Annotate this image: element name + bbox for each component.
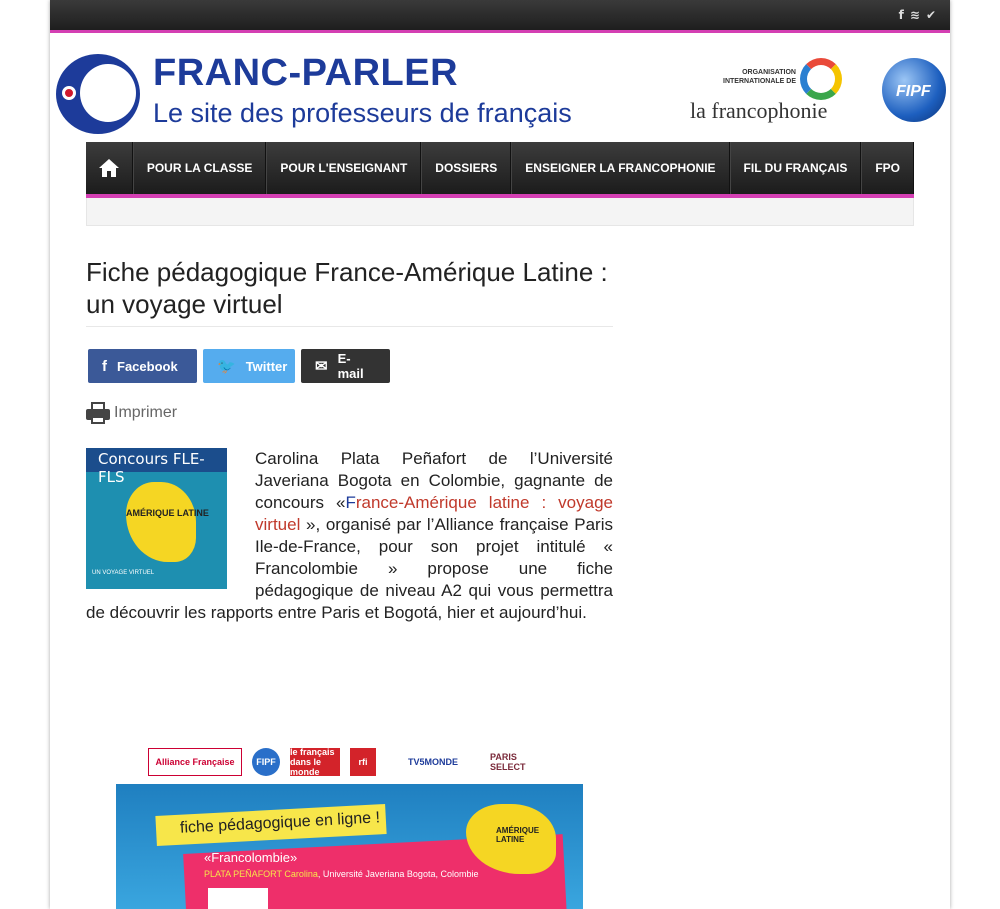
site-header [50,36,950,141]
article-title: Fiche pédagogique France-Amérique Latine : un voyage virtuel [86,256,613,327]
nav-item-pour-la-classe[interactable]: POUR LA CLASSE [133,142,267,194]
top-bar [50,0,950,33]
thumb-map-text: AMÉRIQUE LATINE [126,508,209,518]
facebook-icon: f [102,357,107,375]
envelope-icon: ✉ [315,358,328,375]
oif-logo[interactable] [688,58,848,130]
contest-link[interactable]: France-Amérique latine : voyage virtuel [255,493,613,534]
poster-body [116,784,583,909]
poster-author: PLATA PEÑAFORT Carolina, Université Javeriana Bogota, Colombie [204,869,479,879]
rfi-logo: rfi [350,748,376,776]
email-share-button[interactable] [301,349,390,383]
share-buttons [88,349,390,383]
facebook-share-button[interactable] [88,349,197,383]
oif-name: la francophonie [690,98,828,123]
print-link[interactable] [86,402,177,424]
fdlm-logo: le français dans le monde [290,748,340,776]
twitter-bird-icon: 🐦 [217,358,236,375]
alliance-francaise-logo: Alliance Française [148,748,242,776]
author-photo [208,888,268,909]
social-links [899,8,936,22]
facebook-share-label: Facebook [117,358,178,374]
facebook-icon[interactable]: f [898,8,904,22]
thumb-footer: UN VOYAGE VIRTUEL [92,570,155,576]
nav-item-dossiers[interactable]: DOSSIERS [421,142,511,194]
oif-ring-icon [800,58,842,100]
poster-map: AMÉRIQUE LATINE [466,804,556,874]
paris-select-logo: PARIS SELECT [490,752,526,772]
article [86,256,613,879]
partner-logos [148,748,540,776]
thumb-header: Concours FLE-FLS [86,448,227,472]
printer-icon [86,402,110,424]
twitter-share-button[interactable] [203,349,295,383]
nav-item-fil-du-francais[interactable]: FIL DU FRANÇAIS [730,142,862,194]
rss-icon[interactable]: ≋ [909,8,920,22]
nav-item-enseigner-la-francophonie[interactable]: ENSEIGNER LA FRANCOPHONIE [511,142,729,194]
nav-item-fpo[interactable]: FPO [861,142,914,194]
site-title[interactable]: FRANC-PARLER [153,52,459,94]
poster-banner: fiche pédagogique en ligne ! [155,804,386,846]
site-subtitle: Le site des professeurs de français [153,98,572,128]
tv5monde-logo: TV5MONDE [407,757,458,767]
oif-label: ORGANISATION INTERNATIONALE DE [723,69,796,85]
print-label: Imprimer [114,404,178,421]
fipf-label: FIPF [896,83,931,100]
main-nav [86,142,914,198]
fipf-small-logo: FIPF [252,748,280,776]
contest-thumbnail-image[interactable] [86,448,227,589]
home-icon[interactable] [86,142,133,194]
twitter-icon[interactable]: ✔ [925,8,936,22]
page-container [50,0,950,909]
article-text-intro: Carolina Plata Peñafort de l’Université Javeriana Bogota en Colombie, gagnante de concours « [255,449,613,512]
map-shape [126,482,196,562]
sub-nav-bar [86,198,914,226]
email-share-label: E-mail [337,351,364,381]
twitter-share-label: Twitter [245,358,288,374]
poster-project: «Francolombie» [204,850,298,865]
contest-poster-image[interactable] [116,740,586,909]
site-logo[interactable] [56,54,140,134]
nav-item-pour-l-enseignant[interactable]: POUR L'ENSEIGNANT [266,142,421,194]
fipf-logo[interactable] [882,58,946,122]
article-text-rest: », organisé par l’Alliance française Paris Ile-de-France, pour son projet intitulé « Francolombie » propose une fiche pédagogique de niveau A2 qui vous permettra de découvrir les rapports entre Paris et Bogotá, hier et aujourd’hui. [86,515,613,622]
